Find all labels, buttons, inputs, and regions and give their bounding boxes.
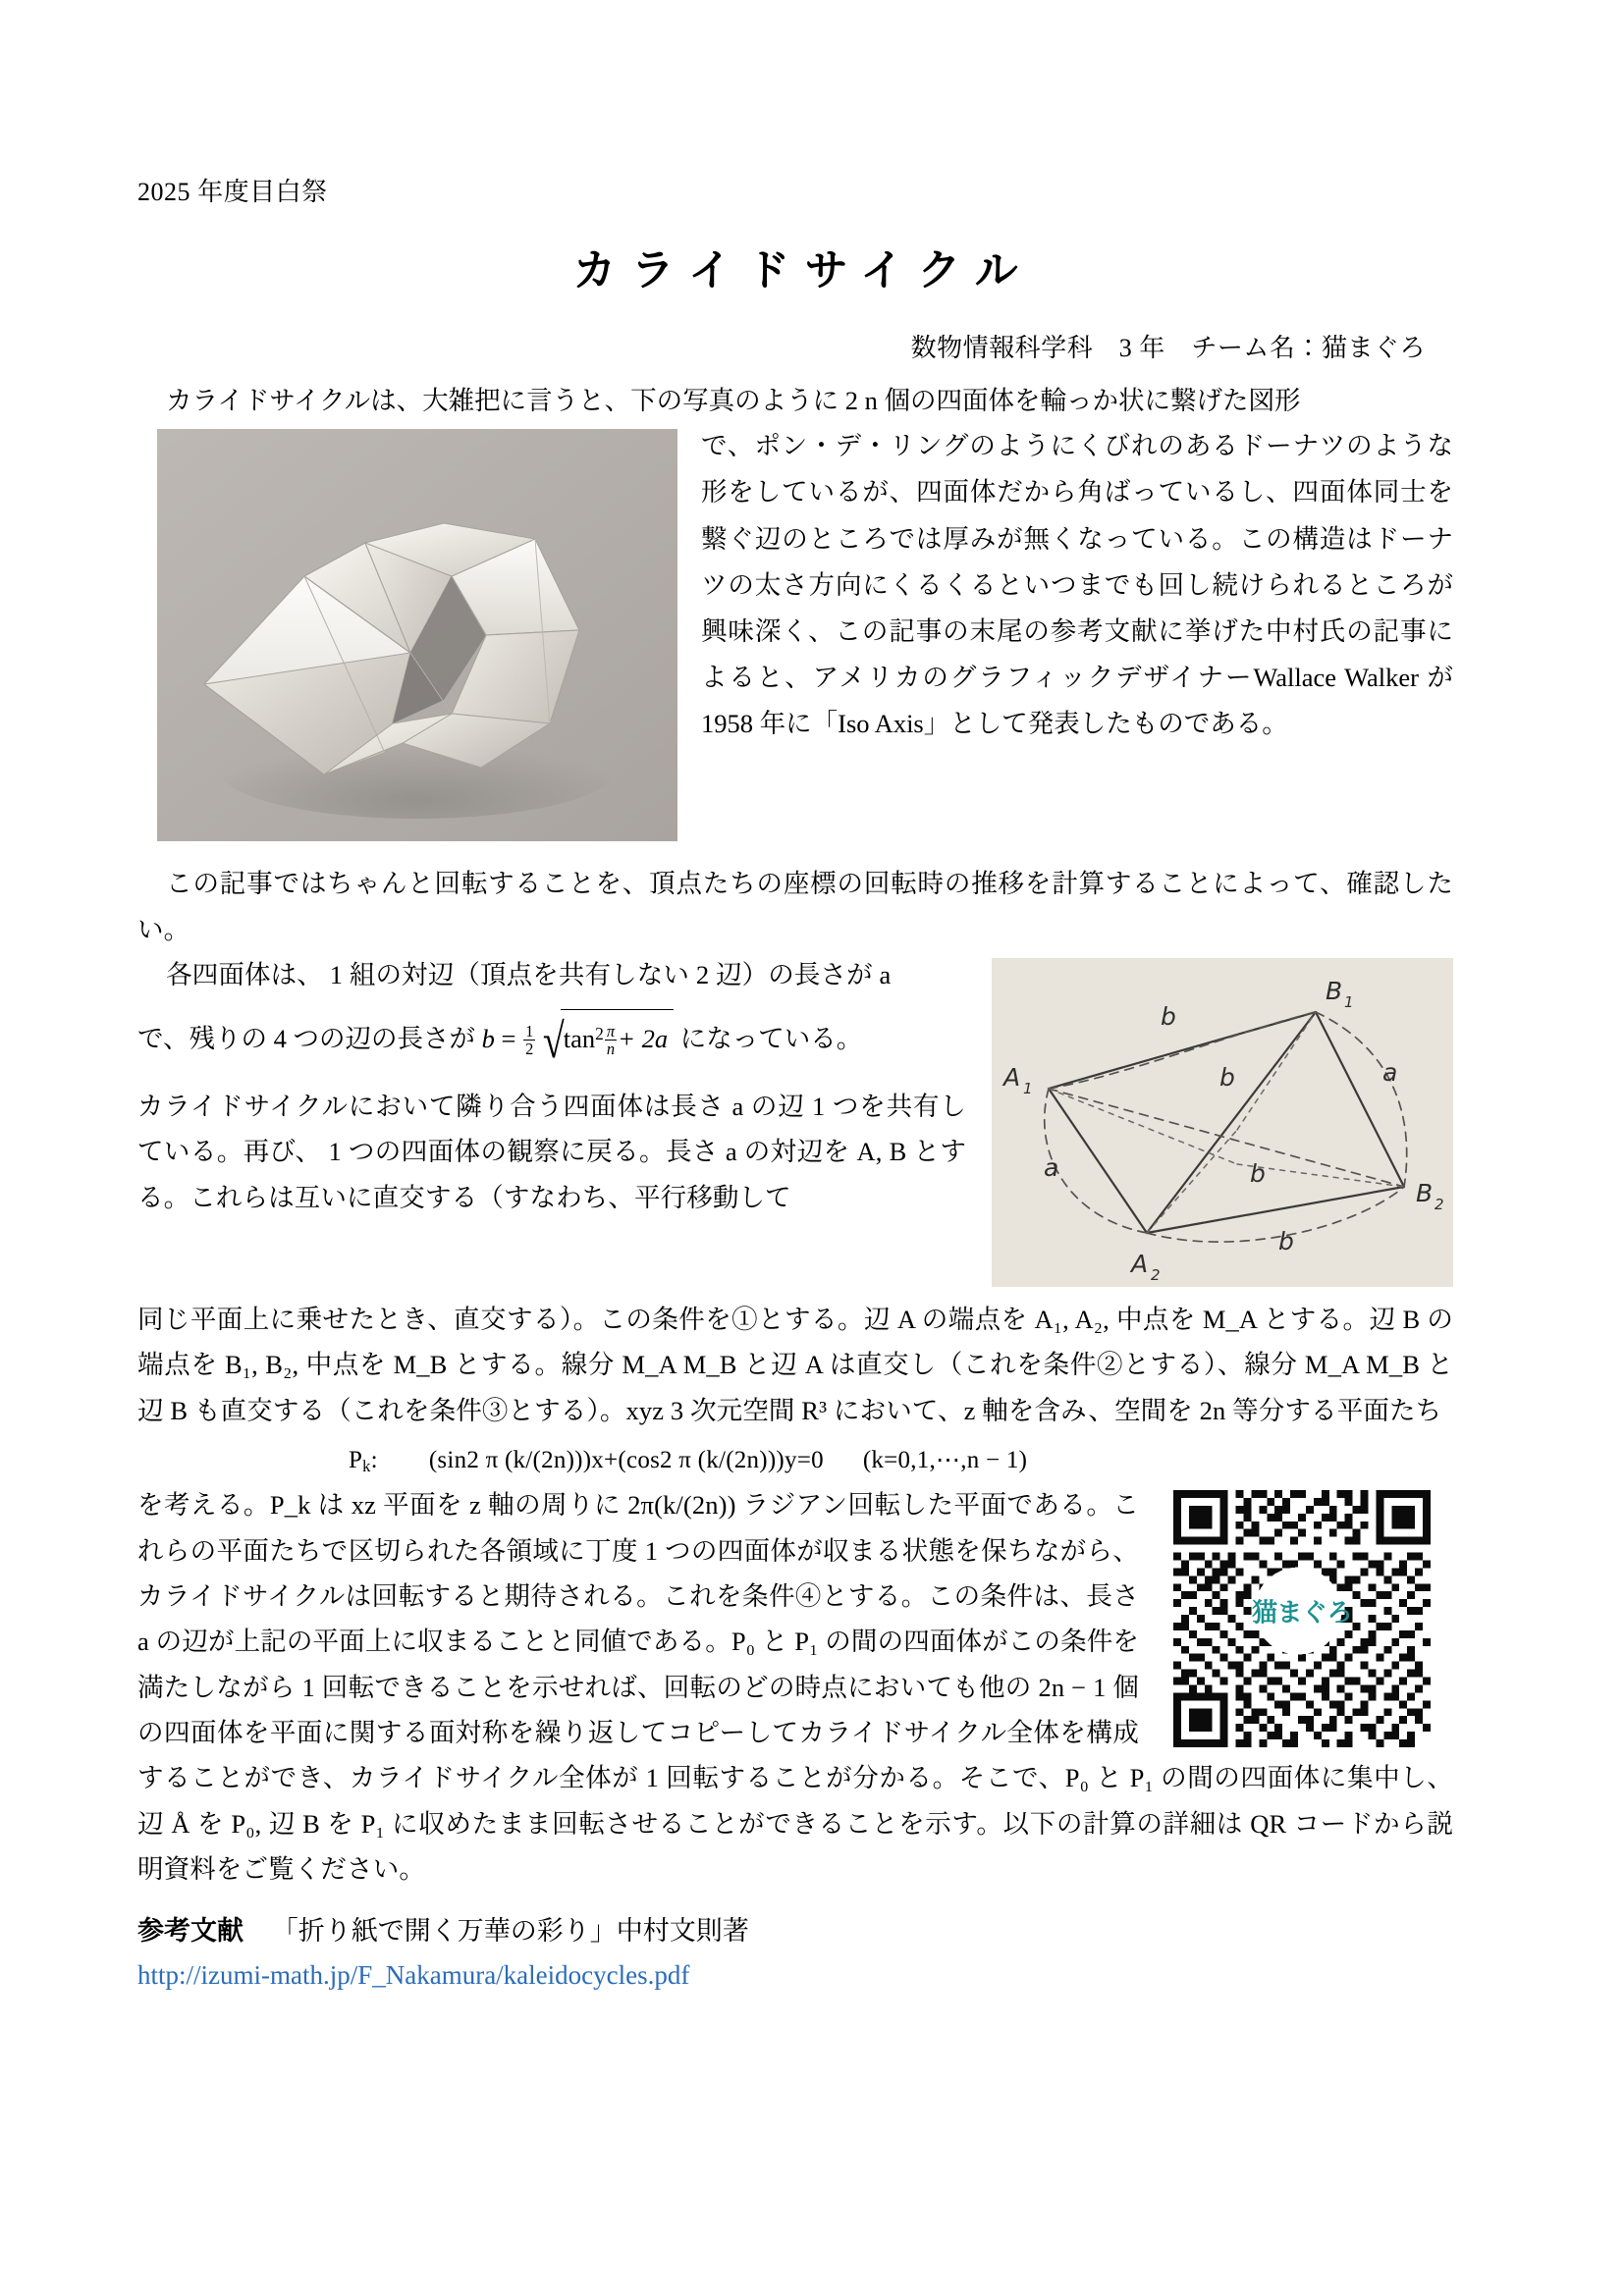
vertex-label-B2: B [1416,1178,1434,1207]
edge-label-a-right: a [1382,1057,1398,1087]
formula-suffix: になっている。 [679,1024,863,1054]
qr-figure [1168,1490,1453,1747]
qr-center-label: 猫まぐろ [1252,1598,1352,1629]
formula-radical-sign: √ [542,1014,565,1069]
equation-label: P [349,1447,363,1474]
references-heading-label: 参考文献 [137,1915,244,1946]
formula-equals: = [501,1024,516,1054]
paragraph-adjacent: カライドサイクルにおいて隣り合う四面体は長さ a の辺 1 つを共有している。再び、 1 つの四面体の観察に戻る。長さ a の対辺を A, B とする。これらは互いに直交する（すなわち、平行移動して [137,1091,966,1212]
festival-label: 2025 年度目白祭 [137,178,328,206]
page-content [137,177,1453,1997]
page-title: カライドサイクル [572,246,1033,295]
references-heading [137,1910,1453,1952]
edge-label-b-mid: b [1219,1062,1235,1092]
paragraph-proof: を考える。P_k は xz 平面を z 軸の周りに 2π(k/(2n)) ラジアン回転した平面である。これらの平面たちで区切られた各領域に丁度 1 つの四面体が収まる状態を保ちながら、カライドサイクルは回転すると期待される。これを条件④とする。この条件は、長さ a の辺が上記の平面上に収まることと同値である。P₀ と P₁ の間の四面体がこの条件を満たしながら 1 回転できることを示せれば、回転のどの時点においても他の 2n − 1 個の四面体を平面に関する面対称を繰り返してコピーしてカライドサイクル全体を構成することができ、カライドサイクル全体が 1 回転することが分かる。そこで、P₀ と P₁ の間の四面体に集中し、辺 Å を P₀, 辺 B を P₁ に収めたまま回転させることができることを示す。以下の計算の詳細は QR コードから説明資料をご覧ください。 [137,1490,1453,1885]
reference-title: 「折り紙で開く万華の彩り」中村文則著 [271,1915,749,1946]
kaleidocycle-photo [157,429,677,841]
plane-equation [137,1445,1453,1476]
photo-figure [157,429,677,841]
byline: 数物情報科学科 3 年 チーム名：猫まぐろ [910,333,1426,362]
vertex-label-B1: B [1326,976,1343,1005]
edge-label-b-top: b [1161,1001,1176,1031]
equation-expression: (sin2 π (k/(2n)))x+(cos2 π (k/(2n)))y=0 [428,1447,824,1474]
paragraph-tetra-lead: 各四面体は、 1 組の対辺（頂点を共有しない 2 辺）の長さが a [166,959,892,989]
intro-first-line: カライドサイクルは、大雑把に言うと、下の写真のように 2 n 個の四面体を輪っか状に繋げた図形 [166,385,1301,415]
edge-label-b-low: b [1250,1158,1266,1188]
intro-block [137,423,1453,747]
formula-pi-over-n: $\frac{\pi}{n}$ [606,1021,616,1059]
edge-label-b-bottom: b [1278,1226,1294,1255]
formula-prefix: で、残りの 4 つの辺の長さが [137,1024,475,1054]
paragraph-confirm: この記事ではちゃんと回転することを、頂点たちの座標の回転時の推移を計算することによって、確認したい。 [137,869,1453,944]
vertex-label-A2: A [1131,1249,1149,1278]
svg-text:2: 2 [1151,1265,1161,1284]
vertex-label-A1: A [1003,1062,1021,1092]
tetrahedron-diagram-art [992,958,1453,1287]
equation-label-sub: k [362,1457,371,1476]
svg-text:2: 2 [1435,1195,1444,1213]
svg-text:1: 1 [1023,1079,1033,1097]
diagram-figure [992,958,1453,1287]
kaleidocycle-photo-art [157,429,677,841]
intro-paragraph: で、ポン・デ・リングのようにくびれのあるドーナツのような形をしているが、四面体だから角ばっているし、四面体同士を繋ぐ辺のところでは厚みが無くなっている。この構造はドーナツの太さ方向にくるくるといつまでも回し続けられるところが興味深く、この記事の末尾の参考文献に挙げた中村氏の記事によると、アメリカのグラフィックデザイナーWallace Walker が 1958 年に「Iso Axis」として発表したものである。 [701,431,1453,739]
reference-url[interactable]: http://izumi-math.jp/F_Nakamura/kaleidocycles.pdf [137,1959,690,1990]
formula-half: $\frac{1}{2}$ [525,1021,534,1059]
equation-colon: : [370,1447,378,1474]
formula-radicand: $\tan^2$ $\frac{\pi}{n}$ + 2a [561,1009,674,1067]
edge-label-a-left: a [1044,1152,1059,1182]
references-block [137,1910,1453,1997]
tetrahedron-diagram [992,958,1453,1287]
svg-text:1: 1 [1344,992,1354,1011]
formula-lhs: b [481,1024,495,1054]
paragraph-conditions: 同じ平面上に乗せたとき、直交する）。この条件を①とする。辺 A の端点を A₁, A₂, 中点を M_A とする。辺 B の端点を B₁, B₂, 中点を M_B とする。線分 M_A M_B と辺 A は直交し（これを条件②とする）、線分 M_A M_B と辺 B も直交する（これを条件③とする）。xyz 3 次元空間 R³ において、z 軸を含み、空間を 2n 等分する平面たち [137,1304,1453,1425]
equation-range: (k=0,1,⋯,n − 1) [862,1447,1028,1474]
qr-code[interactable] [1168,1490,1435,1747]
